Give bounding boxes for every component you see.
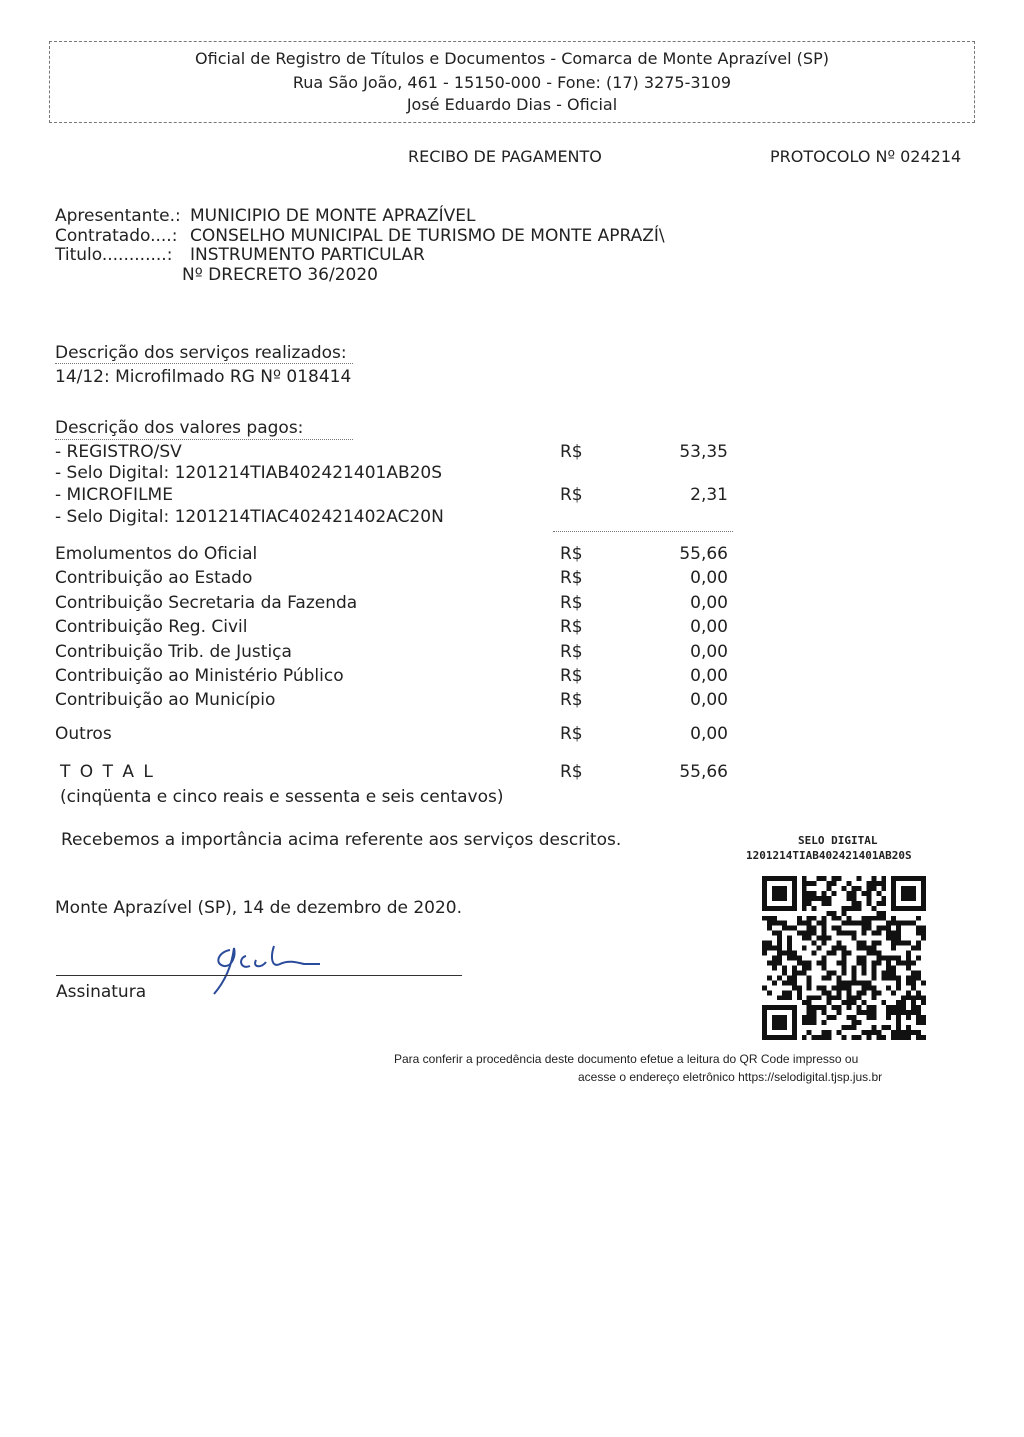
payment-item-label: - Selo Digital: 1201214TIAB402421401AB20S: [55, 463, 443, 483]
total-row-label: Contribuição ao Ministério Público: [55, 666, 344, 686]
total-row-value: 0,00: [690, 690, 728, 710]
payments-heading: Descrição dos valores pagos:: [55, 418, 304, 438]
total-row-label: Contribuição Secretaria da Fazenda: [55, 593, 358, 613]
subtotal-divider: [553, 531, 733, 532]
currency-label: R$: [560, 568, 583, 588]
currency-label: R$: [560, 442, 583, 462]
payments-heading-underline: [55, 439, 353, 440]
selo-digital-code: 1201214TIAB402421401AB20S: [746, 849, 912, 862]
titulo-value: INSTRUMENTO PARTICULAR: [190, 245, 425, 265]
payment-item-label: - MICROFILME: [55, 485, 173, 505]
services-heading: Descrição dos serviços realizados:: [55, 343, 347, 363]
currency-label: R$: [560, 690, 583, 710]
currency-label: R$: [560, 593, 583, 613]
total-row-value: 0,00: [690, 617, 728, 637]
currency-label: R$: [560, 762, 583, 782]
total-row-label: Contribuição Trib. de Justiça: [55, 642, 292, 662]
header-registry-name: Oficial de Registro de Títulos e Documentos - Comarca de Monte Aprazível (SP): [195, 49, 829, 68]
total-row-value: 0,00: [690, 666, 728, 686]
currency-label: R$: [560, 544, 583, 564]
payment-item-label: - Selo Digital: 1201214TIAC402421402AC20N: [55, 507, 444, 527]
titulo-decree: Nº DRECRETO 36/2020: [182, 265, 378, 285]
selo-digital-title: SELO DIGITAL: [798, 834, 878, 847]
header-officer: José Eduardo Dias - Oficial: [406, 95, 618, 114]
total-row-label: Emolumentos do Oficial: [55, 544, 258, 564]
apresentante-label: Apresentante.:: [55, 206, 181, 226]
total-row-value: 0,00: [690, 568, 728, 588]
total-row-label: Contribuição Reg. Civil: [55, 617, 248, 637]
services-line: 14/12: Microfilmado RG Nº 018414: [55, 367, 352, 387]
signature-label: Assinatura: [56, 982, 147, 1002]
payment-item-label: - REGISTRO/SV: [55, 442, 182, 462]
signature-line: [56, 975, 462, 976]
verify-instructions-line2: acesse o endereço eletrônico https://selodigital.tjsp.jus.br: [578, 1070, 883, 1084]
total-row-label: Contribuição ao Estado: [55, 568, 253, 588]
place-and-date: Monte Aprazível (SP), 14 de dezembro de 2020.: [55, 898, 463, 918]
header-address: Rua São João, 461 - 15150-000 - Fone: (17) 3275-3109: [292, 73, 732, 92]
services-heading-underline: [55, 363, 353, 364]
total-row-label: Contribuição ao Município: [55, 690, 276, 710]
currency-label: R$: [560, 485, 583, 505]
protocol-number: PROTOCOLO Nº 024214: [770, 147, 962, 166]
payment-item-value: 2,31: [690, 485, 728, 505]
qr-code-icon: [762, 876, 926, 1040]
contratado-value: CONSELHO MUNICIPAL DE TURISMO DE MONTE APRAZÍ\: [190, 226, 665, 246]
grand-total-value: 55,66: [679, 762, 728, 782]
receipt-title: RECIBO DE PAGAMENTO: [408, 147, 602, 166]
contratado-label: Contratado....:: [55, 226, 178, 246]
total-in-words: (cinqüenta e cinco reais e sessenta e seis centavos): [60, 787, 504, 807]
currency-label: R$: [560, 617, 583, 637]
handwritten-signature: [200, 934, 330, 996]
receipt-statement: Recebemos a importância acima referente aos serviços descritos.: [61, 830, 622, 850]
verify-instructions-line1: Para conferir a procedência deste documento efetue a leitura do QR Code impresso ou: [394, 1052, 859, 1066]
currency-label: R$: [560, 642, 583, 662]
payment-item-value: 53,35: [679, 442, 728, 462]
outros-value: 0,00: [690, 724, 728, 744]
titulo-label: Titulo............:: [55, 245, 173, 265]
apresentante-value: MUNICIPIO DE MONTE APRAZÍVEL: [190, 206, 476, 226]
outros-label: Outros: [55, 724, 112, 744]
grand-total-label: T O T A L: [60, 762, 155, 782]
header-box: [49, 41, 975, 123]
total-row-value: 0,00: [690, 593, 728, 613]
total-row-value: 0,00: [690, 642, 728, 662]
currency-label: R$: [560, 666, 583, 686]
currency-label: R$: [560, 724, 583, 744]
total-row-value: 55,66: [679, 544, 728, 564]
